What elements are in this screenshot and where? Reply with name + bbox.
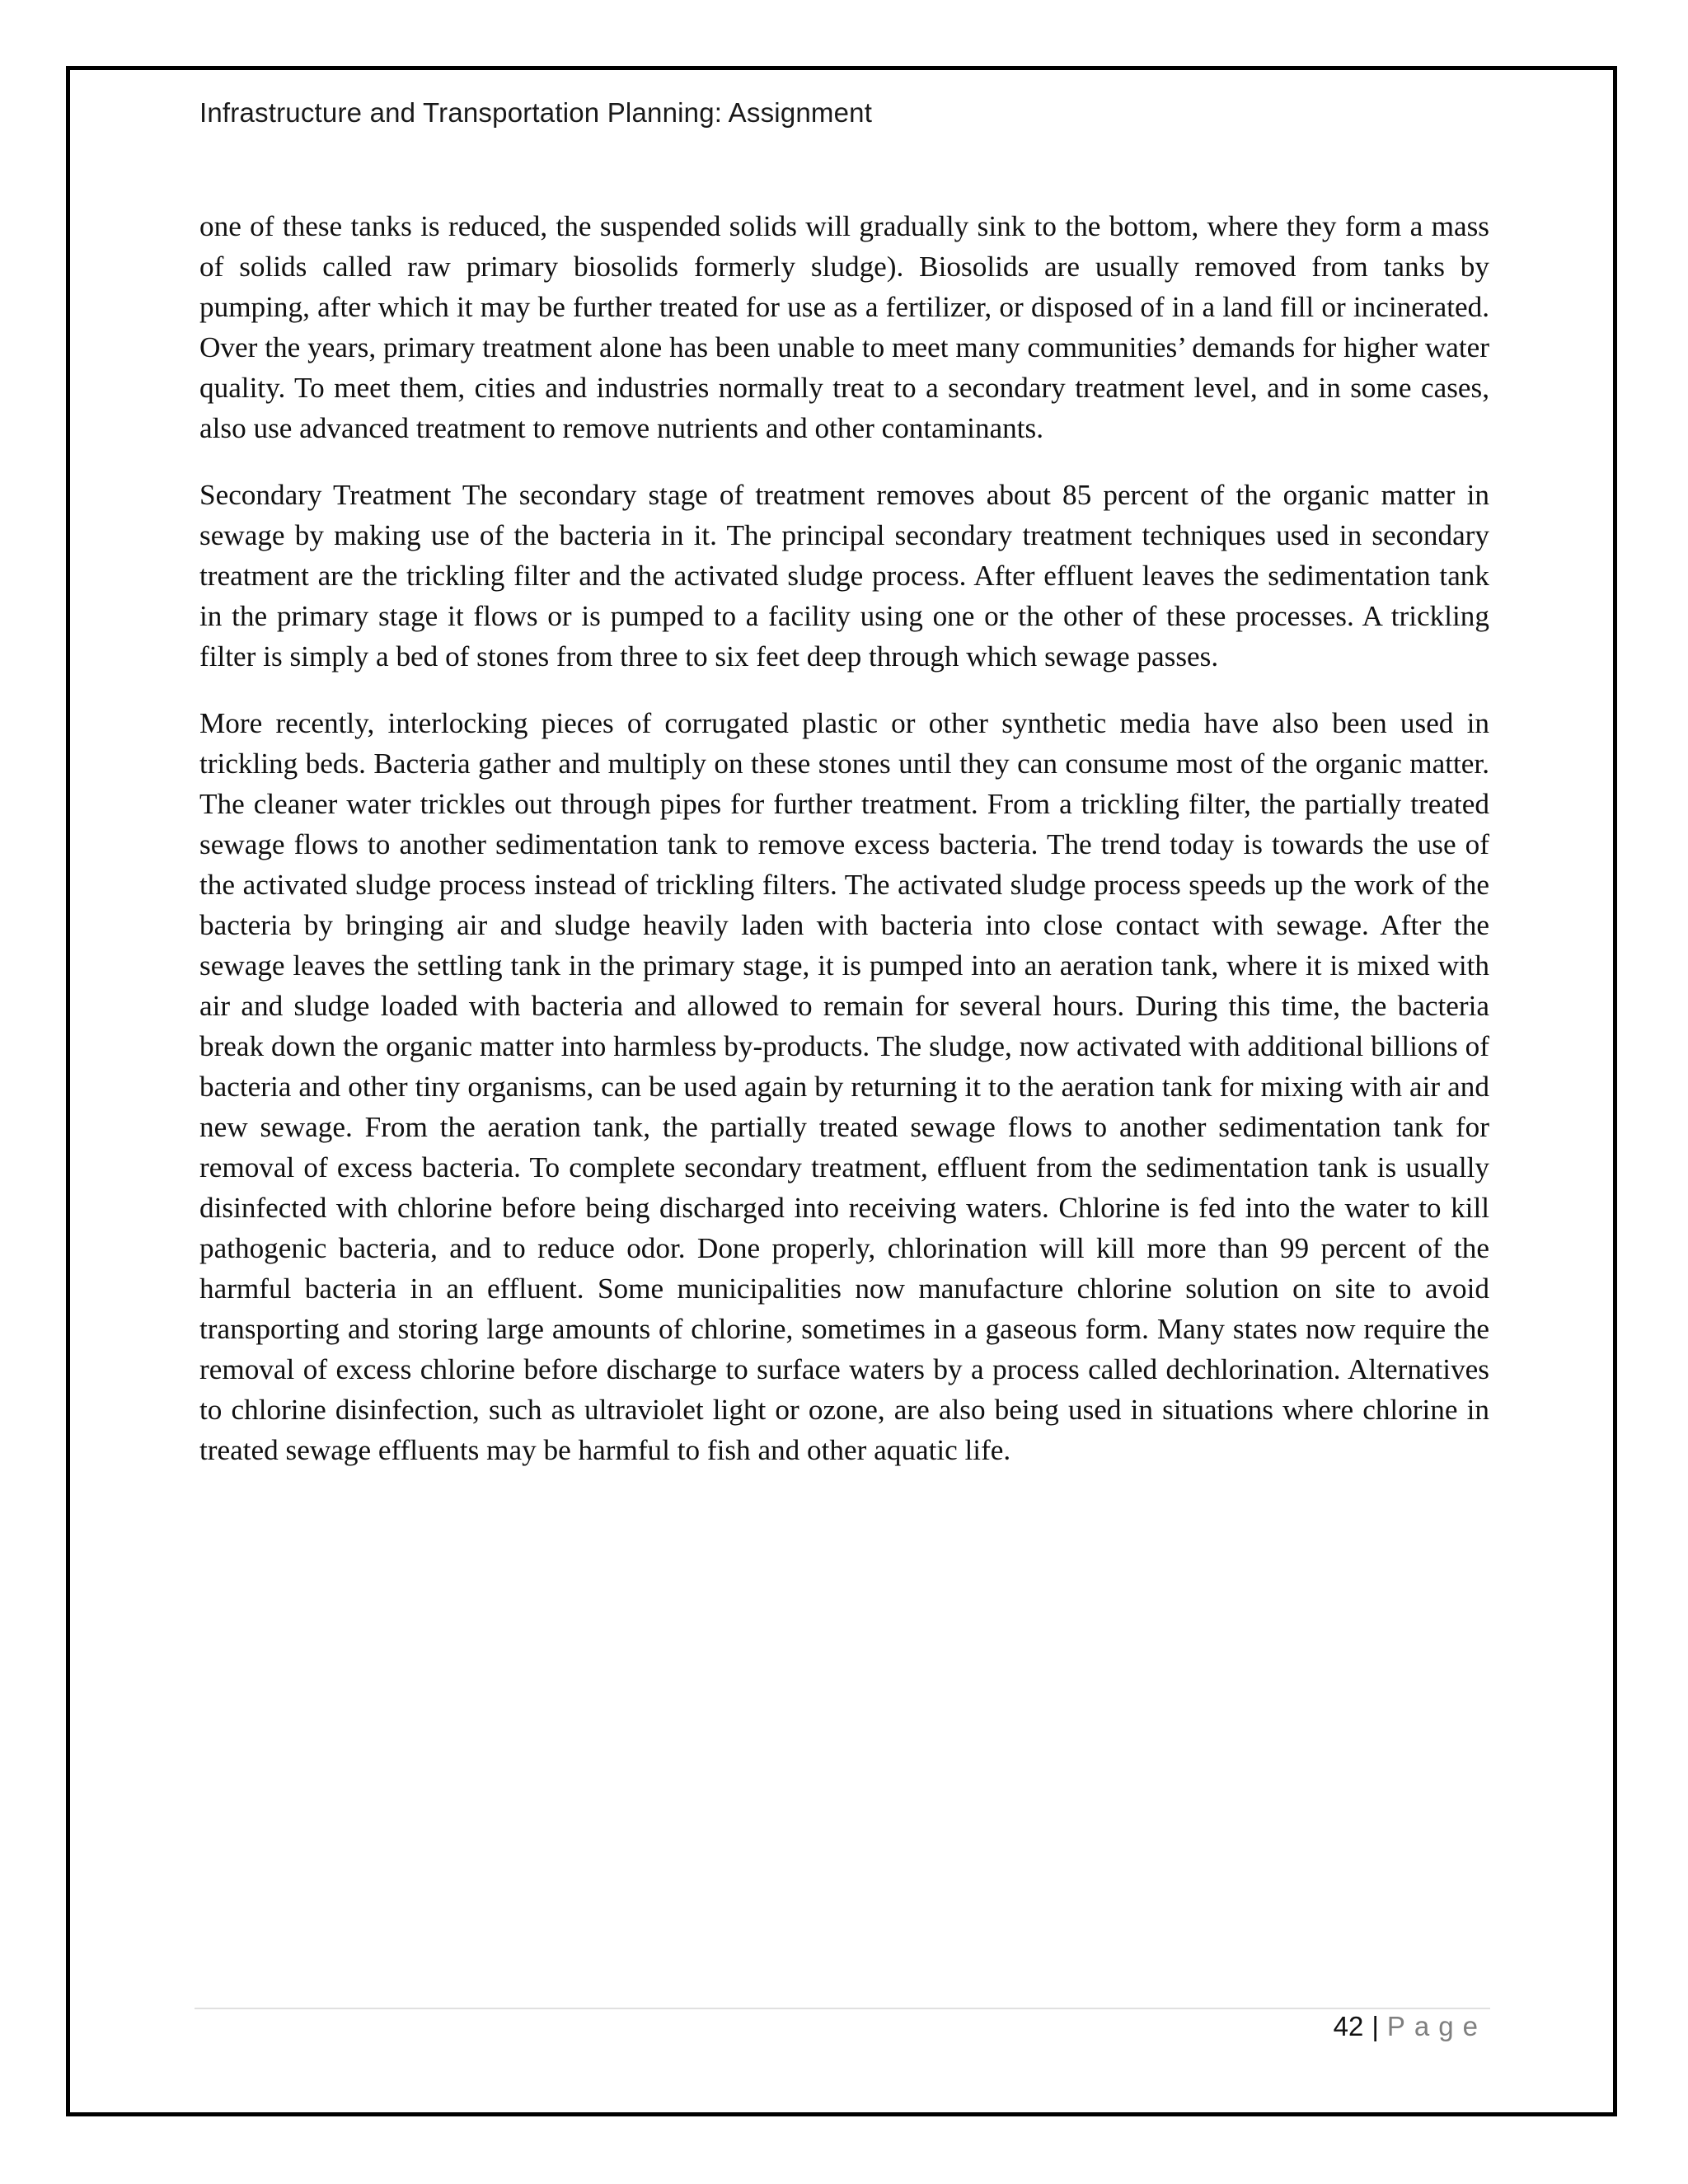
paragraph-secondary-treatment: Secondary Treatment The secondary stage of treatment removes about 85 percent of the organic matter in sewage by making use of the bacteria in it. The principal secondary treatment techniques used in secondary treatment are the trickling filter and the activated sludge process. After effluent leaves the sedimentation tank in the primary stage it flows or is pumped to a facility using one or the other of these processes. A trickling filter is simply a bed of stones from three to six feet deep through which sewage passes.: [199, 479, 1489, 673]
page-label: Page: [1386, 2011, 1487, 2041]
page-footer: [1334, 2011, 1487, 2042]
footer-divider: [195, 2008, 1490, 2009]
paragraph-primary-treatment: one of these tanks is reduced, the suspended solids will gradually sink to the bottom, where they form a mass of solids called raw primary biosolids formerly sludge). Biosolids are usually removed from tanks by pumping, after which it may be further treated for use as a fertilizer, or disposed of in a land fill or incinerated. Over the years, primary treatment alone has been unable to meet many communities’ demands for higher water quality. To meet them, cities and industries normally treat to a secondary treatment level, and in some cases, also use advanced treatment to remove nutrients and other contaminants.: [199, 210, 1489, 444]
page-separator: |: [1372, 2011, 1379, 2041]
page-number: 42: [1333, 2011, 1364, 2041]
running-header: Infrastructure and Transportation Planning: Assignment: [199, 97, 873, 128]
body-text: [199, 206, 1489, 1497]
paragraph-trickling-activated-sludge: More recently, interlocking pieces of corrugated plastic or other synthetic media have also been used in trickling beds. Bacteria gather and multiply on these stones until they can consume most of the organic matter. The cleaner water trickles out through pipes for further treatment. From a trickling filter, the partially treated sewage flows to another sedimentation tank to remove excess bacteria. The trend today is towards the use of the activated sludge process instead of trickling filters. The activated sludge process speeds up the work of the bacteria by bringing air and sludge heavily laden with bacteria into close contact with sewage. After the sewage leaves the settling tank in the primary stage, it is pumped into an aeration tank, where it is mixed with air and sludge loaded with bacteria and allowed to remain for several hours. During this time, the bacteria break down the organic matter into harmless by-products. The sludge, now activated with additional billions of bacteria and other tiny organisms, can be used again by returning it to the aeration tank for mixing with air and new sewage. From the aeration tank, the partially treated sewage flows to another sedimentation tank for removal of excess bacteria. To complete secondary treatment, effluent from the sedimentation tank is usually disinfected with chlorine before being discharged into receiving waters. Chlorine is fed into the water to kill pathogenic bacteria, and to reduce odor. Done properly, chlorination will kill more than 99 percent of the harmful bacteria in an effluent. Some municipalities now manufacture chlorine solution on site to avoid transporting and storing large amounts of chlorine, sometimes in a gaseous form. Many states now require the removal of excess chlorine before discharge to surface waters by a process called dechlorination. Alternatives to chlorine disinfection, such as ultraviolet light or ozone, are also being used in situations where chlorine in treated sewage effluents may be harmful to fish and other aquatic life.: [199, 707, 1489, 1466]
